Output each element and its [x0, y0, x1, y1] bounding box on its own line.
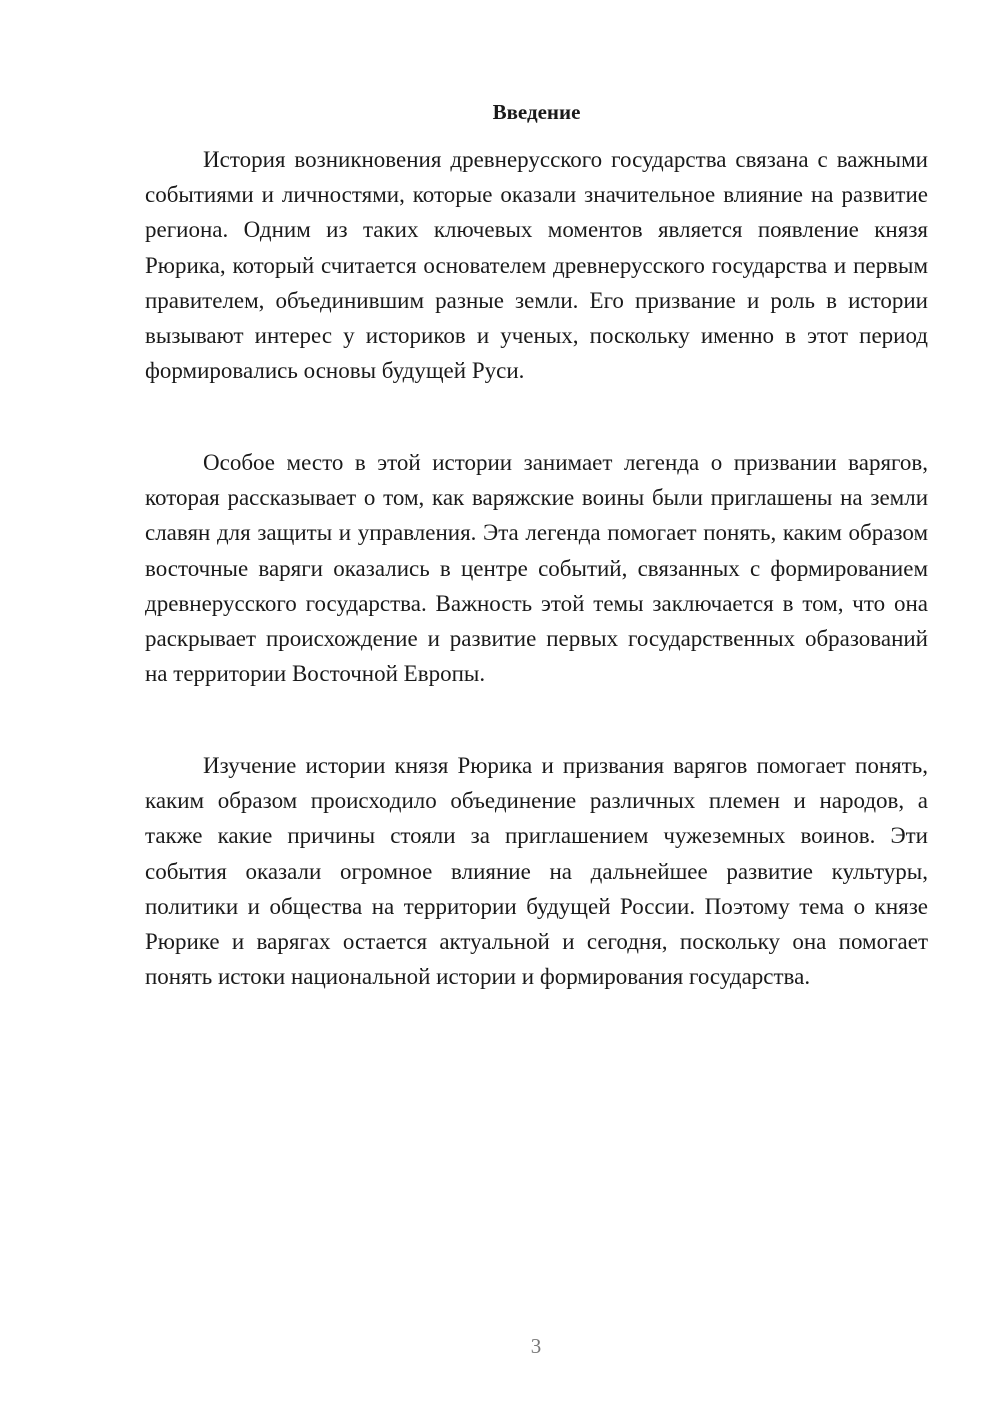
page-number: 3	[530, 1334, 542, 1358]
section-title: Введение	[492, 100, 581, 124]
paragraph-1: История возникновения древнерусского государства связана с важными событиями и личностями, которые оказали значительное влияние на развитие региона. Одним из таких ключевых моментов является появление князя Рюрика, который считается основателем древнерусского государства и первым правителем, объединившим разные земли. Его призвание и роль в истории вызывают интерес у историков и ученых, поскольку именно в этот период формировались основы будущей Руси.	[145, 147, 928, 384]
paragraph-3: Изучение истории князя Рюрика и призвания варягов помогает понять, каким образом происходило объединение различных племен и народов, а также какие причины стояли за приглашением чужеземных воинов. Эти события оказали огромное влияние на дальнейшее развитие культуры, политики и общества на территории будущей России. Поэтому тема о князе Рюрике и варягах остается актуальной и сегодня, поскольку она помогает понять истоки национальной истории и формирования государства.	[145, 753, 928, 990]
paragraph-2: Особое место в этой истории занимает легенда о призвании варягов, которая рассказывает о том, как варяжские воины были приглашены на земли славян для защиты и управления. Эта легенда помогает понять, каким образом восточные варяги оказались в центре событий, связанных с формированием древнерусского государства. Важность этой темы заключается в том, что она раскрывает происхождение и развитие первых государственных образований на территории Восточной Европы.	[145, 450, 928, 687]
